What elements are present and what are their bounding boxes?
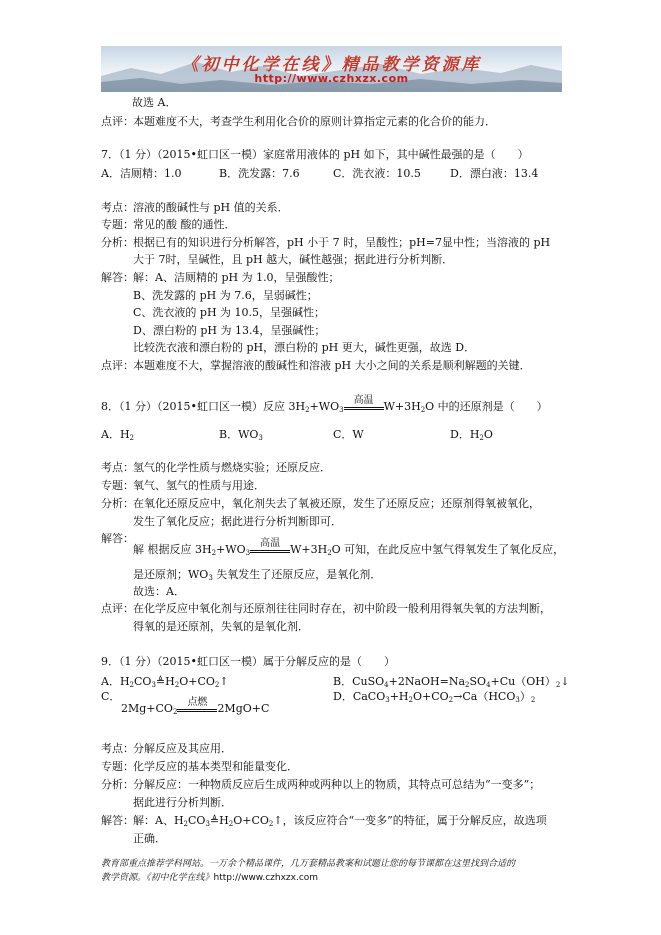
q7-jieda-label: 解答： bbox=[101, 271, 134, 284]
q9-stem: 9．（1 分）（2015•虹口区一模）属于分解反应的是（ ） bbox=[101, 655, 395, 668]
banner-title: 《初中化学在线》精品教学资源库 bbox=[181, 55, 482, 75]
intro-choice: 故选 A． bbox=[132, 96, 177, 109]
q8-jieda-label: 解答： bbox=[101, 532, 134, 545]
q7-zhuanti: 常见的酸 酸的通性． bbox=[133, 218, 236, 231]
footer-url[interactable]: http://www.czhxzx.com bbox=[213, 873, 319, 883]
q7-fenxi-2: 大于 7时，呈碱性，且 pH 越大，碱性越强；据此进行分析判断． bbox=[133, 253, 454, 266]
heat-delta-arrow-icon: ≜ bbox=[155, 675, 166, 688]
q8-dianping-2: 得氧的是还原剂，失氧的是氧化剂． bbox=[133, 620, 309, 633]
q7-jieda-5: 比较洗衣液和漂白粉的 pH，漂白粉的 pH 更大，碱性更强，故选 D． bbox=[133, 341, 476, 354]
q8-dianping-label: 点评： bbox=[101, 602, 134, 615]
q8-option-a: A．$H_2$ bbox=[101, 428, 135, 442]
q7-dianping: 本题难度不大，掌握溶液的酸碱性和溶液 pH 大小之间的关系是顺利解题的关键． bbox=[133, 359, 531, 372]
q7-fenxi-1: 根据已有的知识进行分析解答，pH 小于 7 时，呈酸性；pH=7显中性；当溶液的 pH bbox=[133, 236, 551, 249]
q8-condition: 高温 bbox=[353, 395, 374, 406]
q7-jieda-3: C、洗衣液的 pH 为 10.5，呈强碱性； bbox=[133, 306, 326, 319]
q7-stem: 7．（1 分）（2015•虹口区一模）家庭常用液体的 pH 如下，其中碱性最强的是（ ） bbox=[101, 148, 529, 161]
q8-stem-post: W+3H bbox=[383, 400, 421, 413]
q7-dianping-label: 点评： bbox=[101, 359, 134, 372]
q7-option-b: B．洗发露：7.6 bbox=[219, 167, 300, 180]
q7-jieda-2: B、洗发露的 pH 为 7.6，呈弱碱性； bbox=[133, 289, 318, 302]
reaction-arrow-high-temp bbox=[344, 395, 384, 414]
footer-line-1: 教育部重点推荐学科网站。一万余个精品课件，几万套精品教案和试题让您的每节课都在这里找到合适的 bbox=[101, 859, 516, 869]
header-banner bbox=[101, 46, 562, 92]
intro-comment-label: 点评： bbox=[101, 115, 134, 128]
q9-option-c-label: C． bbox=[101, 690, 121, 703]
q8-fenxi-2: 发生了氧化反应；据此进行分析判断即可． bbox=[133, 515, 342, 528]
heat-delta-arrow-icon: ≜ bbox=[209, 814, 220, 827]
q8-jieda-2: 是还原剂；$WO_3$ 失氧发生了还原反应，是氧化剂． bbox=[133, 568, 382, 582]
reaction-arrow-high-temp: 高温 bbox=[250, 550, 290, 557]
q8-dianping-1: 在化学反应中氧化剂与还原剂往往同时存在，初中阶段一般利用得氧失氧的方法判断， bbox=[133, 602, 551, 615]
q9-option-c: $2Mg+CO_2$ 点燃 2MgO+C bbox=[121, 697, 270, 716]
q8-option-b: B．$WO_3$ bbox=[219, 428, 263, 442]
q7-kaodian-label: 考点： bbox=[101, 201, 134, 214]
q9-option-b: B．$CuSO_4+2NaOH=Na_2SO_4+Cu(OH)_2↓$ bbox=[333, 675, 570, 689]
q9-jieda-label: 解答： bbox=[101, 814, 134, 827]
q9-fenxi-label: 分析： bbox=[101, 778, 134, 791]
q9-zhuanti: 化学反应的基本类型和能量变化． bbox=[133, 760, 298, 773]
q9-zhuanti-label: 专题： bbox=[101, 760, 134, 773]
q8-kaodian: 氢气的化学性质与燃烧实验；还原反应． bbox=[133, 461, 331, 474]
q9-kaodian-label: 考点： bbox=[101, 742, 134, 755]
q9-jieda-2: 正确． bbox=[133, 832, 166, 845]
q8-option-c: C．W bbox=[333, 428, 364, 441]
q7-kaodian: 溶液的酸碱性与 pH 值的关系． bbox=[133, 201, 289, 214]
q8-option-d: D．$H_2O$ bbox=[450, 428, 493, 442]
q7-fenxi-label: 分析： bbox=[101, 236, 134, 249]
q9-fenxi-1: 分解反应：一种物质反应后生成两种或两种以上的物质，其特点可总结为“一变多”； bbox=[133, 778, 541, 791]
q8-zhuanti: 氧气、氢气的性质与用途． bbox=[133, 479, 265, 492]
q8-stem-end: O 中的还原剂是（ ） bbox=[425, 400, 548, 413]
q8-zhuanti-label: 专题： bbox=[101, 479, 134, 492]
banner-url[interactable]: http://www.czhxzx.com bbox=[254, 72, 409, 85]
q8-jieda-1: 解 根据反应 $3H_2+WO_3$ 高温 $W+3H_2O$ 可知，在此反应中氢气得氧发生了氧化反应， bbox=[133, 538, 565, 557]
q8-kaodian-label: 考点： bbox=[101, 461, 134, 474]
reaction-arrow-ignite: 点燃 bbox=[177, 709, 217, 716]
q8-fenxi-label: 分析： bbox=[101, 497, 134, 510]
q9-fenxi-2: 据此进行分析判断． bbox=[133, 796, 232, 809]
intro-comment: 本题难度不大，考查学生利用化合价的原则计算指定元素的化合价的能力． bbox=[133, 115, 496, 128]
q9-kaodian: 分解反应及其应用． bbox=[133, 742, 232, 755]
q7-zhuanti-label: 专题： bbox=[101, 218, 134, 231]
q7-jieda-1: 解：A、洁厕精的 pH 为 1.0，呈强酸性； bbox=[133, 271, 340, 284]
q9-option-a: A．$H_2CO_3≜H_2O+CO_2↑$ bbox=[101, 675, 229, 689]
q7-option-d: D．漂白液：13.4 bbox=[450, 167, 539, 180]
q7-option-a: A．洁厕精：1.0 bbox=[101, 167, 182, 180]
footer-line-2: 教学资源。《初中化学在线》http://www.czhxzx.com bbox=[101, 873, 319, 883]
q9-option-d: D．$CaCO_3+H_2O+CO_2\to Ca(HCO_3)_2$ bbox=[333, 690, 536, 704]
q8-stem: 8．（1 分）（2015•虹口区一模）反应 $3H_2+WO_3$ 高温 $W+3H_2O$ 中的还原剂是（ ） bbox=[101, 395, 548, 414]
q9-jieda-1: 解：A、$H_2CO_3≜H_2O+CO_2↑$，该反应符合“一变多”的特征，属于分解反应，故选项 bbox=[133, 814, 547, 828]
q8-jieda-3: 故选：A． bbox=[133, 585, 185, 598]
q8-stem-pre: 8．（1 分）（2015•虹口区一模）反应 3H bbox=[101, 400, 306, 413]
q7-jieda-4: D、漂白粉的 pH 为 13.4，呈强碱性； bbox=[133, 324, 326, 337]
q7-option-c: C．洗衣液：10.5 bbox=[333, 167, 421, 180]
q8-fenxi-1: 在氧化还原反应中，氧化剂失去了氧被还原，发生了还原反应；还原剂得氧被氧化， bbox=[133, 497, 540, 510]
